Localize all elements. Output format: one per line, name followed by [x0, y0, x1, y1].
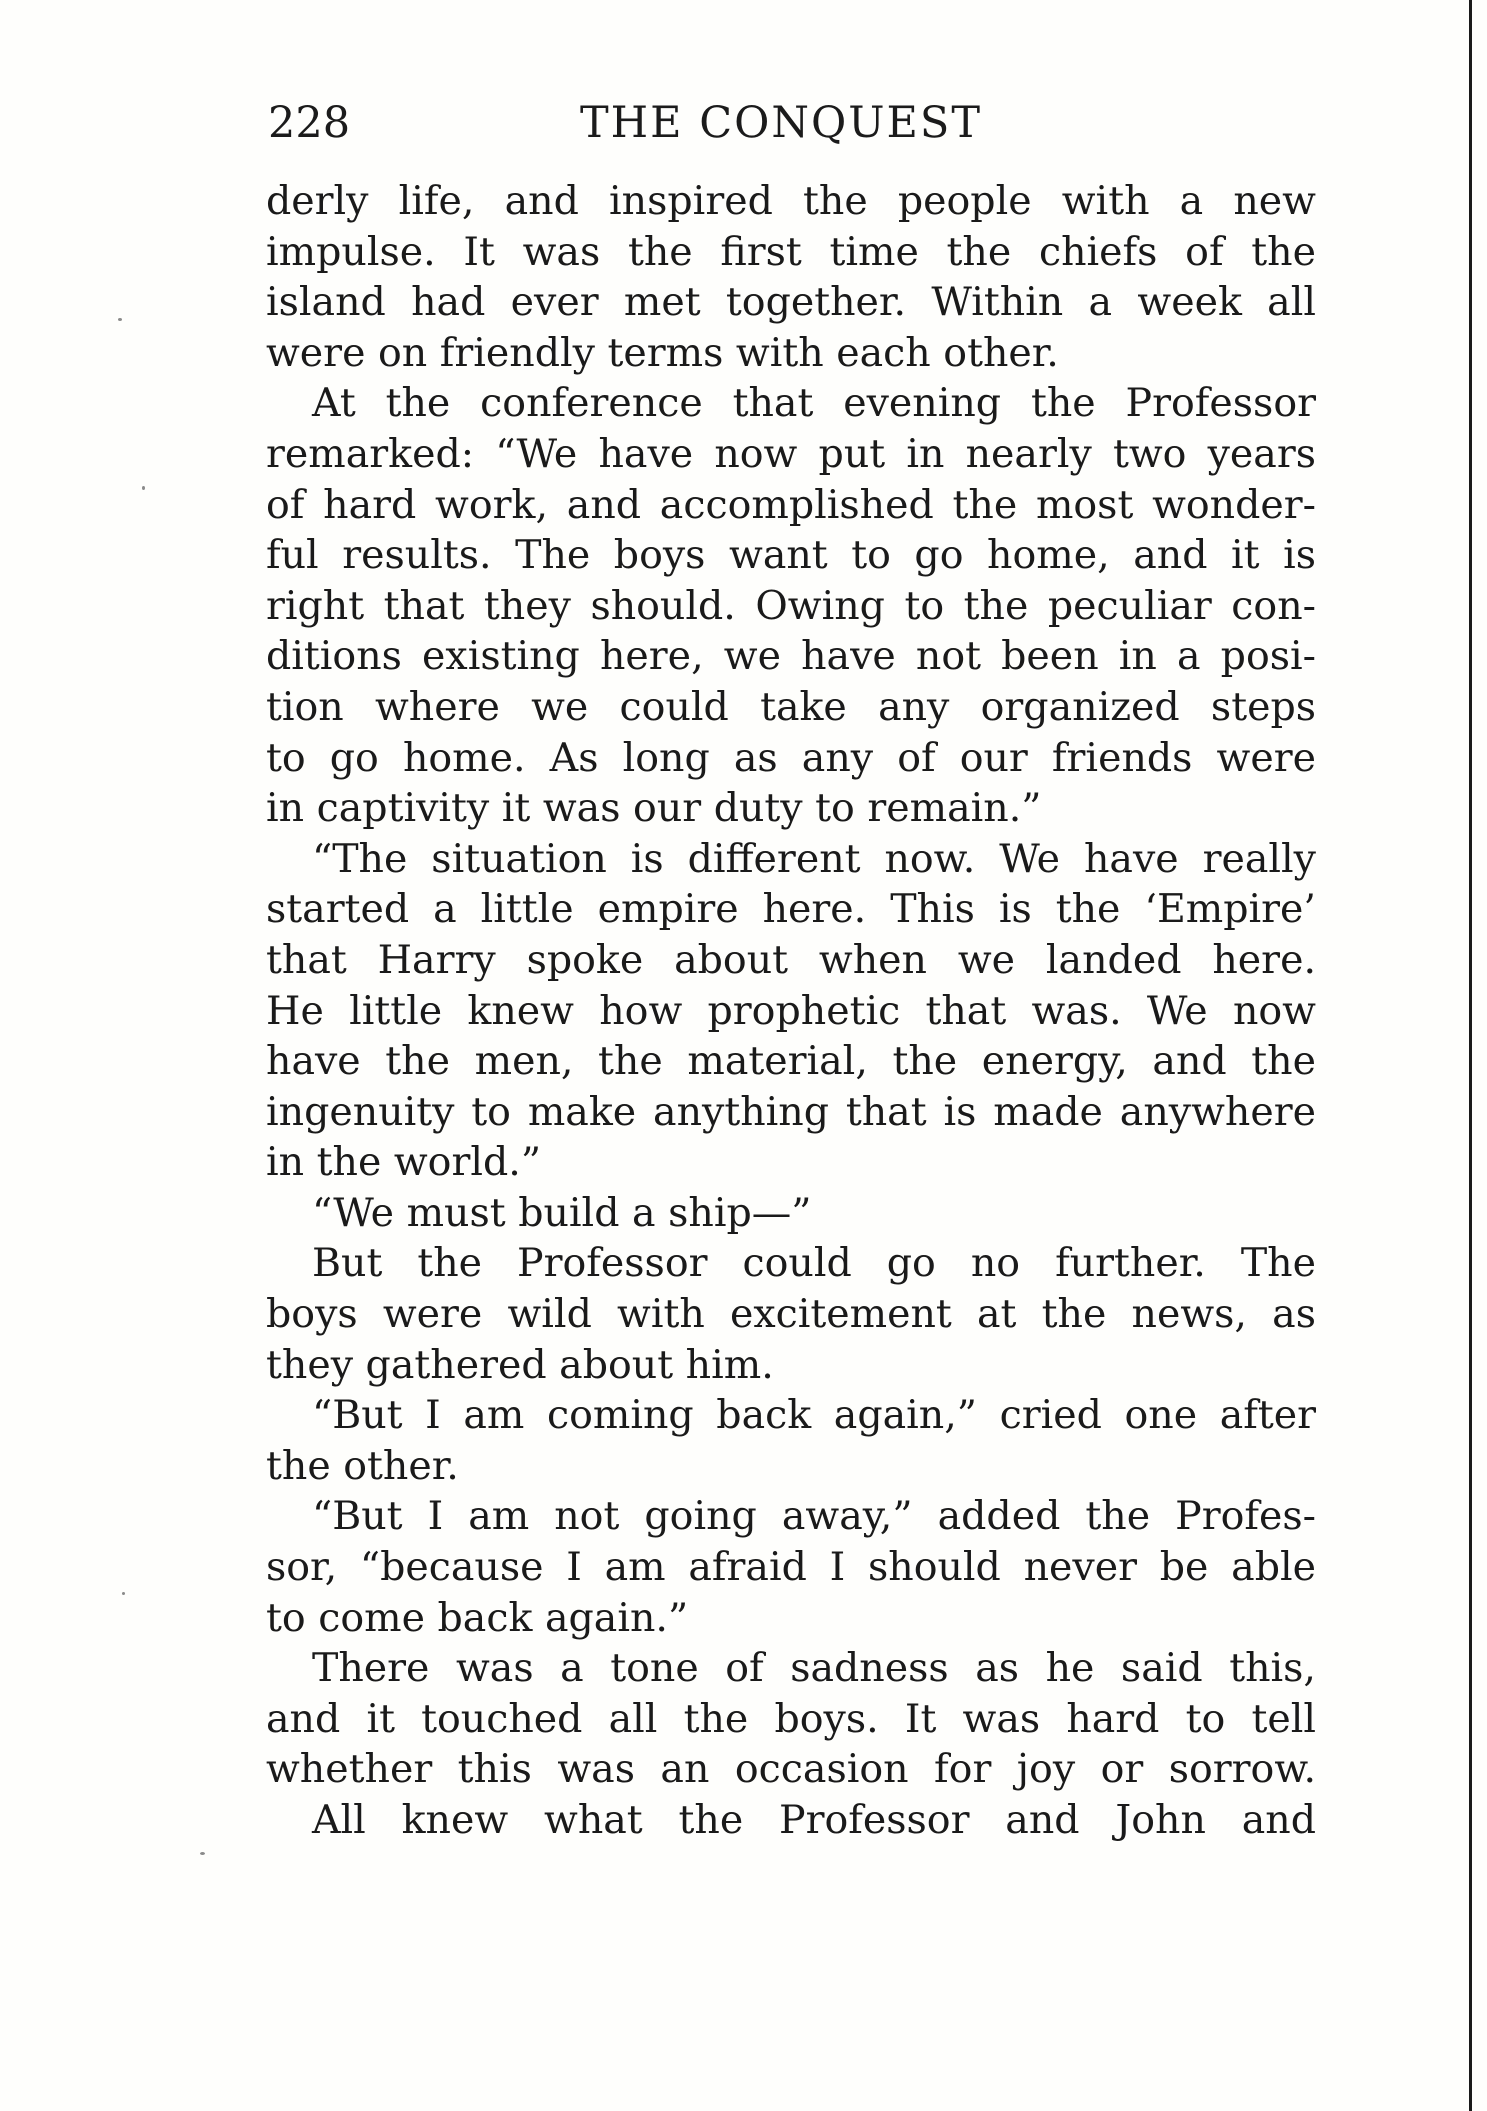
text-line: All knew what the Professor and John and — [312, 1797, 1316, 1843]
text-line: whether this was an occasion for joy or sorrow. — [266, 1746, 1316, 1793]
scan-speck — [122, 1592, 125, 1595]
text-line: were on friendly terms with each other. — [266, 329, 1059, 376]
scan-speck — [118, 318, 122, 321]
running-head-title: THE CONQUEST — [580, 98, 983, 148]
text-line: ful results. The boys want to go home, and it is — [266, 532, 1316, 579]
page-header — [268, 92, 1313, 154]
text-line: There was a tone of sadness as he said this, — [312, 1645, 1316, 1692]
text-line: have the men, the material, the energy, and the — [266, 1038, 1316, 1085]
text-line: started a little empire here. This is the ‘Empire’ — [266, 886, 1316, 933]
text-line: sor, “because I am afraid I should never be able — [266, 1544, 1316, 1591]
text-line: of hard work, and accomplished the most wonder- — [266, 481, 1316, 528]
paragraph — [266, 1491, 1316, 1643]
text-line: “But I am coming back again,” cried one after — [312, 1392, 1316, 1439]
text-line: and it touched all the boys. It was hard to tell — [266, 1695, 1316, 1742]
paragraph — [266, 1643, 1316, 1795]
text-line: in captivity it was our duty to remain.” — [266, 785, 1042, 832]
text-line: to come back again.” — [266, 1594, 689, 1641]
text-line: that Harry spoke about when we landed here. — [266, 936, 1316, 983]
text-line: impulse. It was the first time the chiefs of the — [266, 228, 1316, 275]
text-line: right that they should. Owing to the peculiar con- — [266, 582, 1316, 629]
page-number: 228 — [268, 98, 351, 148]
paragraph — [266, 1390, 1316, 1491]
scan-speck — [200, 1852, 205, 1855]
text-line: they gathered about him. — [266, 1341, 774, 1388]
text-line: boys were wild with excitement at the news, as — [266, 1291, 1316, 1338]
text-line: the other. — [266, 1442, 459, 1489]
text-line: At the conference that evening the Professor — [312, 380, 1316, 427]
paragraph — [266, 1188, 1316, 1239]
text-line: derly life, and inspired the people with a new — [266, 178, 1316, 224]
text-line: “The situation is different now. We have really — [312, 835, 1316, 882]
paragraph — [266, 378, 1316, 833]
paragraph — [266, 1238, 1316, 1390]
text-line: remarked: “We have now put in nearly two years — [266, 430, 1316, 477]
body-text — [266, 176, 1316, 1846]
page-edge-divider — [1469, 0, 1472, 2111]
scan-speck — [142, 486, 145, 490]
text-line: “We must build a ship—” — [312, 1189, 812, 1236]
text-line: ingenuity to make anything that is made anywhere — [266, 1088, 1316, 1135]
paragraph — [266, 834, 1316, 1188]
text-line: “But I am not going away,” added the Profes- — [312, 1493, 1316, 1540]
text-line: to go home. As long as any of our friends were — [266, 734, 1316, 781]
text-line: ditions existing here, we have not been in a posi- — [266, 633, 1316, 680]
paragraph — [266, 1795, 1316, 1846]
paragraph — [266, 176, 1316, 378]
text-line: island had ever met together. Within a week all — [266, 279, 1316, 326]
text-line: tion where we could take any organized steps — [266, 683, 1316, 730]
text-line: He little knew how prophetic that was. We now — [266, 987, 1316, 1034]
text-line: in the world.” — [266, 1139, 542, 1186]
text-line: But the Professor could go no further. The — [312, 1240, 1316, 1287]
